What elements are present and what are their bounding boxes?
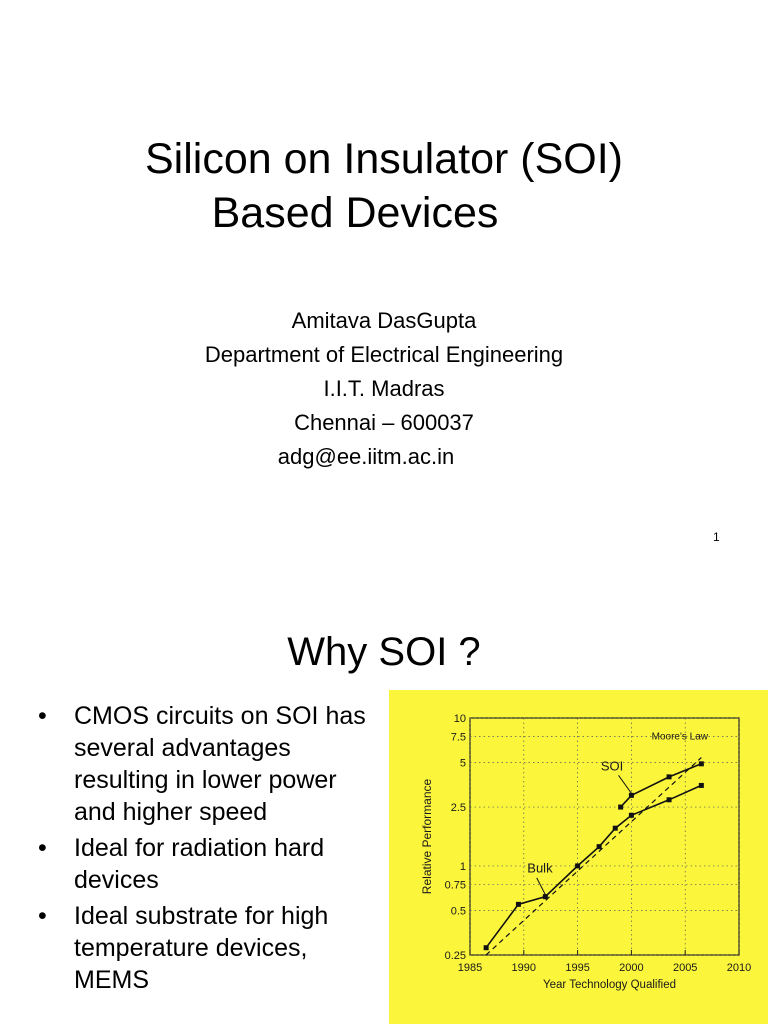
bullet-item [28,900,373,996]
x-tick-label: 1990 [511,962,537,974]
x-tick-label: 2010 [726,962,752,974]
plot-frame [470,718,739,955]
author-block [0,304,768,474]
bullet-dot: • [38,702,47,730]
y-tick-label: 1 [459,860,466,873]
series-line-soi [621,764,702,807]
email: adg@ee.iitm.ac.in [277,444,455,469]
data-point-bulk [484,945,489,950]
x-tick-label: 1985 [457,962,483,974]
author-name: Amitava DasGupta [291,308,477,333]
data-point-bulk [597,844,602,849]
data-point-bulk [699,783,704,788]
data-point-bulk [575,863,580,868]
bullet-item [28,700,373,828]
annotation-bulk: Bulk [527,860,553,876]
bullet-text: Ideal for radiation hard devices [74,834,325,894]
x-tick-label: 2000 [619,962,644,974]
y-tick-label: 0.5 [450,905,466,918]
data-point-soi [629,793,634,798]
data-point-soi [699,761,704,766]
slide-title [0,132,768,240]
x-tick-label: 2005 [672,962,698,974]
bullet-text: Ideal substrate for high temperature devices, MEMS [74,902,329,994]
data-point-soi [618,805,623,810]
data-point-bulk [667,797,672,802]
x-axis-label: Year Technology Qualified [543,979,676,991]
bullet-text: CMOS circuits on SOI has several advantages resulting in lower power and higher speed [74,702,366,826]
y-tick-label: 5 [459,757,466,770]
y-tick-label: 0.25 [444,950,466,962]
slide-title: Why SOI ? [287,630,481,674]
annotation-soi-pointer [618,775,631,793]
annotation-soi: SOI [600,758,624,774]
annotation-moores-law: Moore's Law [651,731,709,743]
y-tick-label: 10 [453,713,466,725]
why-soi-slide [0,570,768,1024]
data-point-bulk [516,902,521,907]
institute: I.I.T. Madras [323,376,445,401]
data-point-bulk [613,826,618,831]
bullet-item [28,832,373,896]
title-line-2: Based Devices [211,189,499,237]
city: Chennai – 600037 [294,410,474,435]
series-line-bulk [486,785,701,947]
page-number: 1 [713,530,720,544]
y-tick-label: 0.75 [444,879,466,892]
title-line-1: Silicon on Insulator (SOI) [145,135,623,183]
department: Department of Electrical Engineering [204,342,564,367]
x-tick-label: 1995 [565,962,590,974]
bullet-list [28,700,373,1000]
data-point-soi [667,774,672,779]
performance-chart [389,690,768,1024]
y-axis-label: Relative Performance [420,778,434,895]
bullet-dot: • [38,902,47,930]
chart-svg [389,690,768,1024]
annotation-bulk-pointer [537,878,546,895]
bullet-dot: • [38,834,47,862]
data-point-bulk [629,813,634,818]
y-tick-label: 2.5 [450,802,466,815]
y-tick-label: 7.5 [450,731,466,744]
series-line-moore-s-law [486,758,701,955]
